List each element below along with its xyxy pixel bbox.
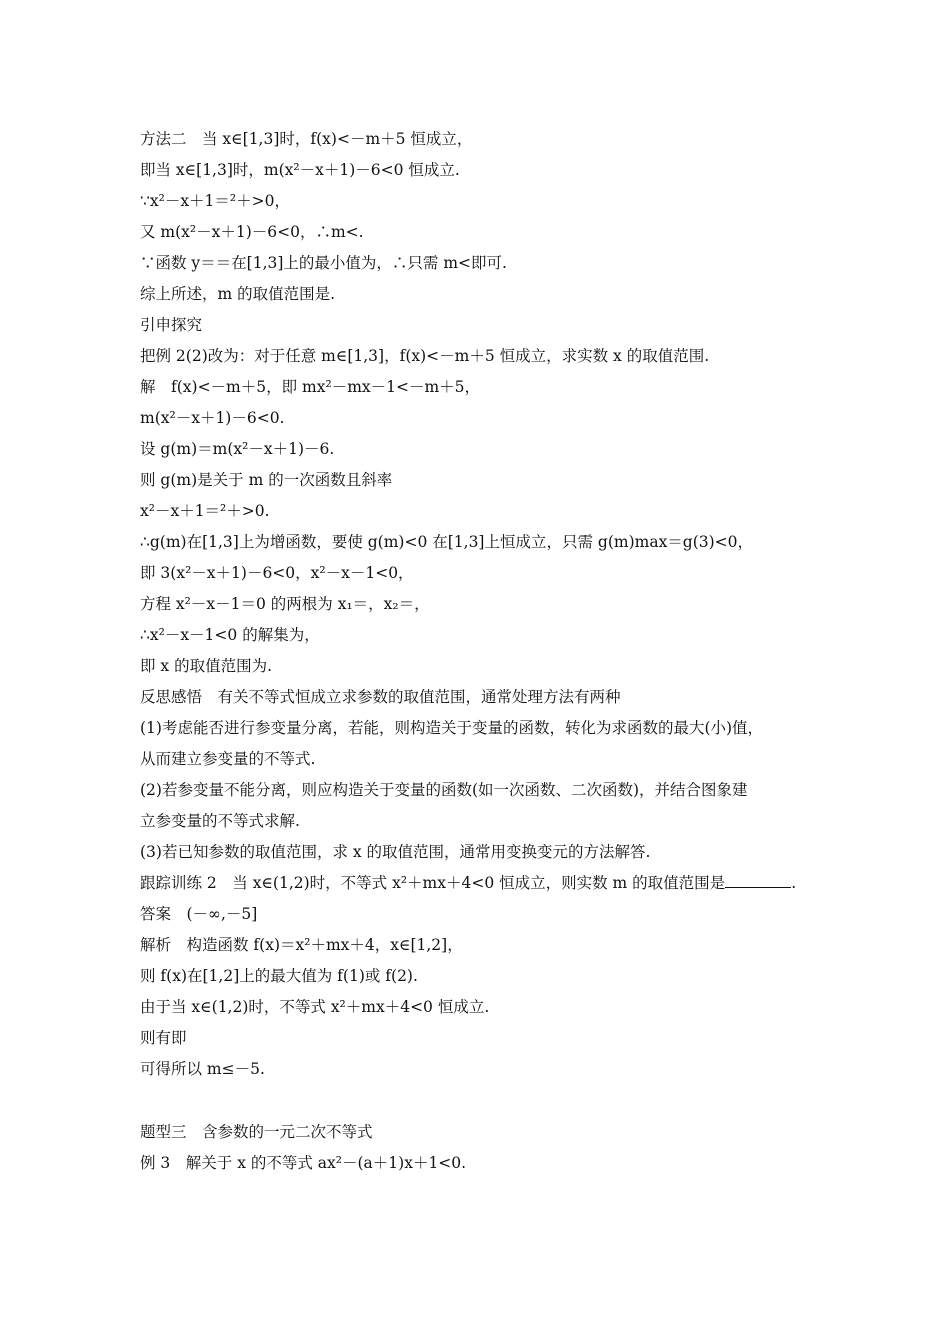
text-line: 立参变量的不等式求解.	[140, 812, 300, 830]
text-line: 即当 x∈[1,3]时，m(x²－x＋1)－6<0 恒成立.	[140, 161, 460, 179]
text-line: (2)若参变量不能分离，则应构造关于变量的函数(如一次函数、二次函数)，并结合图象建	[140, 781, 748, 799]
text-line: 解析 构造函数 f(x)＝x²＋mx＋4，x∈[1,2]，	[140, 936, 463, 954]
exercise-text: 跟踪训练 2 当 x∈(1,2)时，不等式 x²＋mx＋4<0 恒成立，则实数 m 的取值范围是	[140, 874, 726, 892]
text-line: x²－x＋1＝²＋>0.	[140, 502, 270, 520]
text-line: 则 g(m)是关于 m 的一次函数且斜率	[140, 471, 393, 489]
text-line: (1)考虑能否进行参变量分离，若能，则构造关于变量的函数，转化为求函数的最大(小)值，	[140, 719, 764, 737]
text-line: 即 x 的取值范围为.	[140, 657, 273, 675]
text-line: 方法二 当 x∈[1,3]时，f(x)<－m＋5 恒成立，	[140, 130, 473, 148]
text-line: 综上所述，m 的取值范围是.	[140, 285, 336, 303]
answer-blank	[725, 873, 791, 888]
text-line: ∴g(m)在[1,3]上为增函数，要使 g(m)<0 在[1,3]上恒成立，只需 g(m)max＝g(3)<0，	[140, 533, 754, 551]
section-title: 题型三 含参数的一元二次不等式	[140, 1123, 373, 1141]
text-line: ∵函数 y＝＝在[1,3]上的最小值为，∴只需 m<即可.	[140, 254, 507, 272]
text-line: 即 3(x²－x＋1)－6<0，x²－x－1<0，	[140, 564, 414, 582]
exercise-line	[140, 873, 840, 893]
text-line: 又 m(x²－x＋1)－6<0，∴m<.	[140, 223, 364, 241]
text-line: 则 f(x)在[1,2]上的最大值为 f(1)或 f(2).	[140, 967, 418, 985]
example-line: 例 3 解关于 x 的不等式 ax²－(a＋1)x＋1<0.	[140, 1154, 467, 1172]
text-line: 解 f(x)<－m＋5，即 mx²－mx－1<－m＋5，	[140, 378, 481, 396]
answer-line: 答案 (－∞,－5]	[140, 905, 258, 923]
text-line: (3)若已知参数的取值范围，求 x 的取值范围，通常用变换变元的方法解答.	[140, 843, 651, 861]
text-line: 可得所以 m≤－5.	[140, 1060, 265, 1078]
text-line: 设 g(m)＝m(x²－x＋1)－6.	[140, 440, 335, 458]
text-line: 把例 2(2)改为：对于任意 m∈[1,3]，f(x)<－m＋5 恒成立，求实数 x 的取值范围.	[140, 347, 710, 365]
text-line: 从而建立参变量的不等式.	[140, 750, 316, 768]
text-line: ∴x²－x－1<0 的解集为，	[140, 626, 320, 644]
text-line: 由于当 x∈(1,2)时，不等式 x²＋mx＋4<0 恒成立.	[140, 998, 490, 1016]
exercise-tail: .	[791, 874, 797, 892]
text-line: 反思感悟 有关不等式恒成立求参数的取值范围，通常处理方法有两种	[140, 688, 621, 706]
section-heading: 引申探究	[140, 316, 203, 334]
text-line: ∵x²－x＋1＝²＋>0，	[140, 192, 290, 210]
text-line: m(x²－x＋1)－6<0.	[140, 409, 285, 427]
text-line: 则有即	[140, 1029, 187, 1047]
text-line: 方程 x²－x－1＝0 的两根为 x₁＝，x₂＝，	[140, 595, 430, 613]
